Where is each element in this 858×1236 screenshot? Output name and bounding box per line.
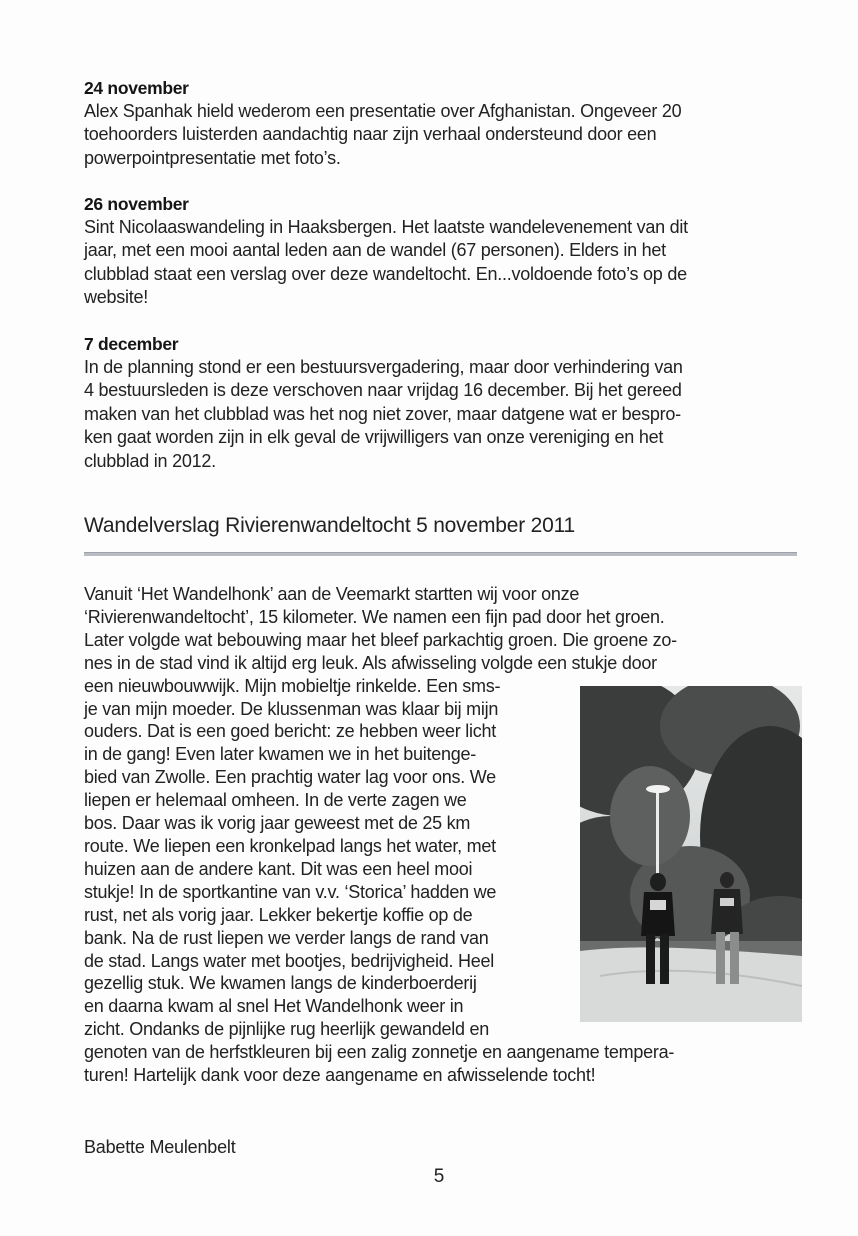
title-divider	[84, 552, 797, 556]
entry-text-line: website!	[84, 287, 149, 308]
report-text-line: liepen er helemaal omheen. In de verte zagen we	[84, 790, 467, 811]
entry-date: 24 november	[84, 78, 189, 98]
entry-text-line: Alex Spanhak hield wederom een presentatie over Afghanistan. Ongeveer 20	[84, 101, 682, 121]
entry-7-december	[84, 332, 799, 473]
report-text-line: en daarna kwam al snel Het Wandelhonk weer in	[84, 996, 464, 1017]
report-text-line: Vanuit ‘Het Wandelhonk’ aan de Veemarkt startten wij voor onze	[84, 584, 580, 604]
report-text-line: ouders. Dat is een goed bericht: ze hebben weer licht	[84, 721, 497, 742]
report-text-line: genoten van de herfstkleuren bij een zalig zonnetje en aangename tempera-	[84, 1042, 675, 1063]
report-text-line: nes in de stad vind ik altijd erg leuk. Als afwisseling volgde een stukje door	[84, 652, 657, 673]
entry-date: 26 november	[84, 194, 189, 214]
report-text-line: de stad. Langs water met bootjes, bedrijvigheid. Heel	[84, 950, 494, 971]
entry-text-line: In de planning stond er een bestuursvergadering, maar door verhindering van	[84, 357, 683, 377]
report-text-line: bank. Na de rust liepen we verder langs de rand van	[84, 927, 489, 948]
entry-24-november	[84, 76, 799, 170]
report-text-line: bos. Daar was ik vorig jaar geweest met de 25 km	[84, 813, 471, 834]
entry-text-line: ken gaat worden zijn in elk geval de vrijwilligers van onze vereniging en het	[84, 427, 664, 448]
entry-text-line: 4 bestuursleden is deze verschoven naar vrijdag 16 december. Bij het gereed	[84, 380, 682, 401]
page-number: 5	[433, 1166, 445, 1187]
report-text-line: in de gang! Even later kwamen we in het buitenge-	[84, 744, 477, 765]
author-name: Babette Meulenbelt	[84, 1137, 236, 1157]
entry-text-line: toehoorders luisterden aandachtig naar zijn verhaal ondersteund door een	[84, 124, 657, 145]
entry-text-line: maken van het clubblad was het nog niet zover, maar datgene wat er bespro-	[84, 403, 681, 424]
report-text-line: ‘Rivierenwandeltocht’, 15 kilometer. We namen een fijn pad door het groen.	[84, 606, 665, 627]
report-text-line: gezellig stuk. We kwamen langs de kinderboerderij	[84, 973, 477, 994]
walkers-photo-illustration	[580, 686, 802, 1022]
report-text-line: huizen aan de andere kant. Dit was een heel mooi	[84, 858, 473, 879]
entry-date: 7 december	[84, 334, 179, 354]
report-text-line: een nieuwbouwwijk. Mijn mobieltje rinkelde. Een sms-	[84, 675, 501, 696]
report-text-line: turen! Hartelijk dank voor deze aangename en afwisselende tocht!	[84, 1065, 596, 1086]
walkers-photo	[580, 686, 802, 1022]
entry-text-line: clubblad in 2012.	[84, 450, 216, 471]
report-text-line: rust, net als vorig jaar. Lekker bekertje koffie op de	[84, 904, 473, 925]
report-text-line: je van mijn moeder. De klussenman was klaar bij mijn	[84, 698, 499, 719]
entry-text-line: powerpointpresentatie met foto’s.	[84, 147, 341, 168]
entry-26-november	[84, 192, 799, 310]
report-text-line: Later volgde wat bebouwing maar het bleef parkachtig groen. Die groene zo-	[84, 629, 677, 650]
report-text-line: bied van Zwolle. Een prachtig water lag voor ons. We	[84, 767, 496, 788]
report-text-line: stukje! In de sportkantine van v.v. ‘Storica’ hadden we	[84, 881, 497, 902]
entry-text-line: jaar, met een mooi aantal leden aan de wandel (67 personen). Elders in het	[84, 240, 666, 261]
report-text-line: route. We liepen een kronkelpad langs het water, met	[84, 835, 496, 856]
report-text-line: zicht. Ondanks de pijnlijke rug heerlijk gewandeld en	[84, 1019, 489, 1040]
entry-text-line: clubblad staat een verslag over deze wandeltocht. En...voldoende foto’s op de	[84, 263, 687, 284]
entry-text-line: Sint Nicolaaswandeling in Haaksbergen. Het laatste wandelevenement van dit	[84, 217, 688, 237]
report-title: Wandelverslag Rivierenwandeltocht 5 november 2011	[84, 514, 575, 537]
